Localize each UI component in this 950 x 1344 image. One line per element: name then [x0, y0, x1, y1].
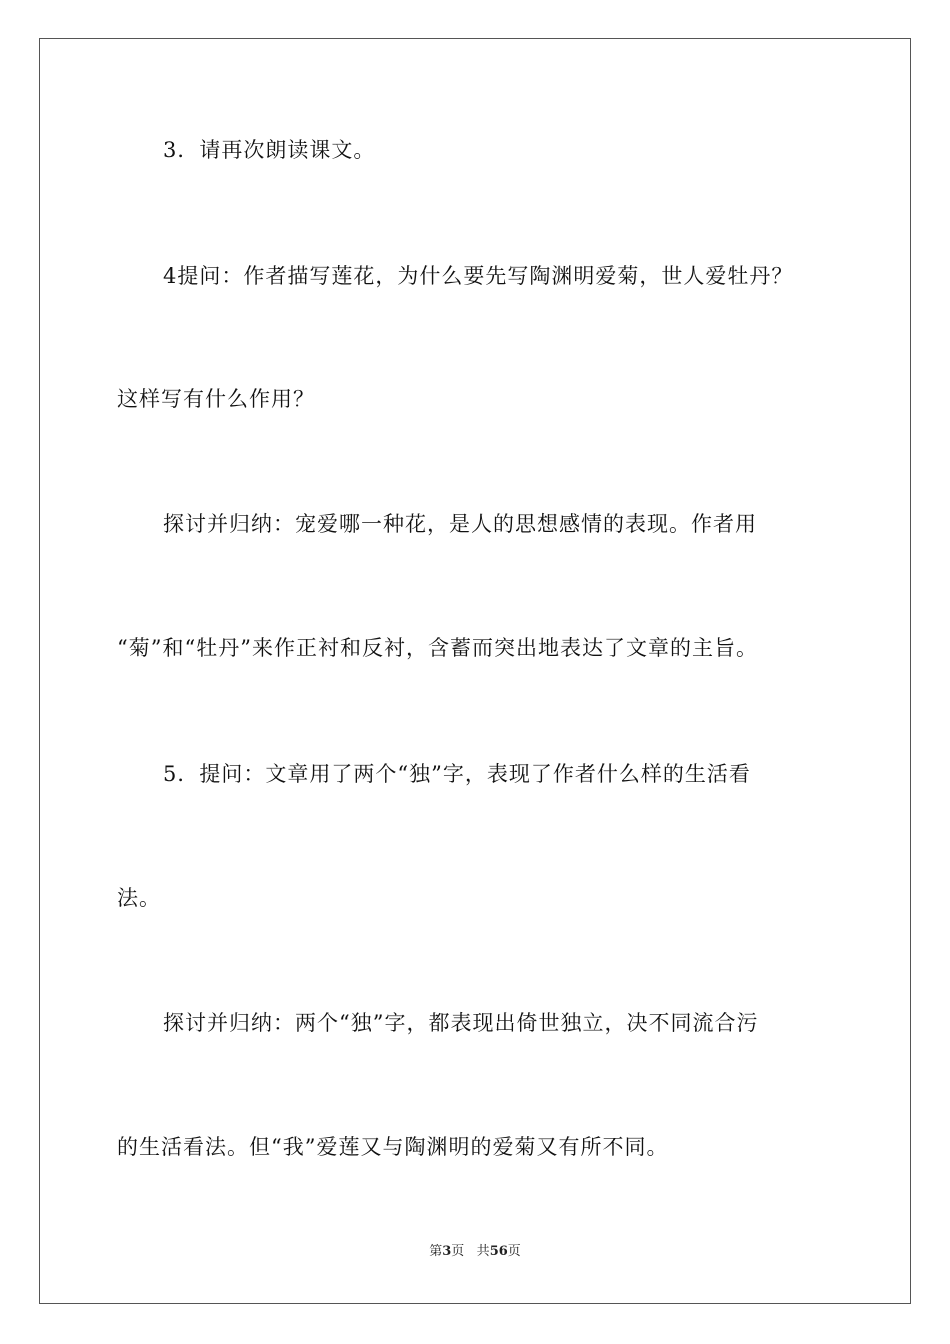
footer-total-pages: 56: [489, 1244, 508, 1259]
paragraph-line-8: 探讨并归纳：两个“独”字，都表现出倚世独立，决不同流合污: [163, 1011, 759, 1035]
paragraph-line-2: 4提问：作者描写莲花，为什么要先写陶渊明爱菊，世人爱牡丹？: [163, 264, 794, 288]
page-frame: [39, 38, 911, 1304]
paragraph-line-7: 法。: [117, 886, 161, 910]
paragraph-line-3: 这样写有什么作用？: [117, 387, 315, 411]
footer-page-suffix: 页: [451, 1244, 465, 1259]
footer-total-suffix: 页: [507, 1244, 521, 1259]
paragraph-line-6: 5．提问：文章用了两个“独”字，表现了作者什么样的生活看: [163, 762, 751, 786]
paragraph-line-5: “菊”和“牡丹”来作正衬和反衬，含蓄而突出地表达了文章的主旨。: [117, 636, 758, 660]
paragraph-line-4: 探讨并归纳：宠爱哪一种花，是人的思想感情的表现。作者用: [163, 512, 757, 536]
footer-total-prefix: 共: [476, 1244, 490, 1259]
page-footer: [0, 1243, 950, 1261]
paragraph-line-9: 的生活看法。但“我”爱莲又与陶渊明的爱菊又有所不同。: [117, 1135, 669, 1159]
paragraph-line-1: 3．请再次朗读课文。: [163, 138, 376, 162]
footer-page-number: 3: [442, 1244, 452, 1259]
footer-page-prefix: 第: [429, 1244, 443, 1259]
